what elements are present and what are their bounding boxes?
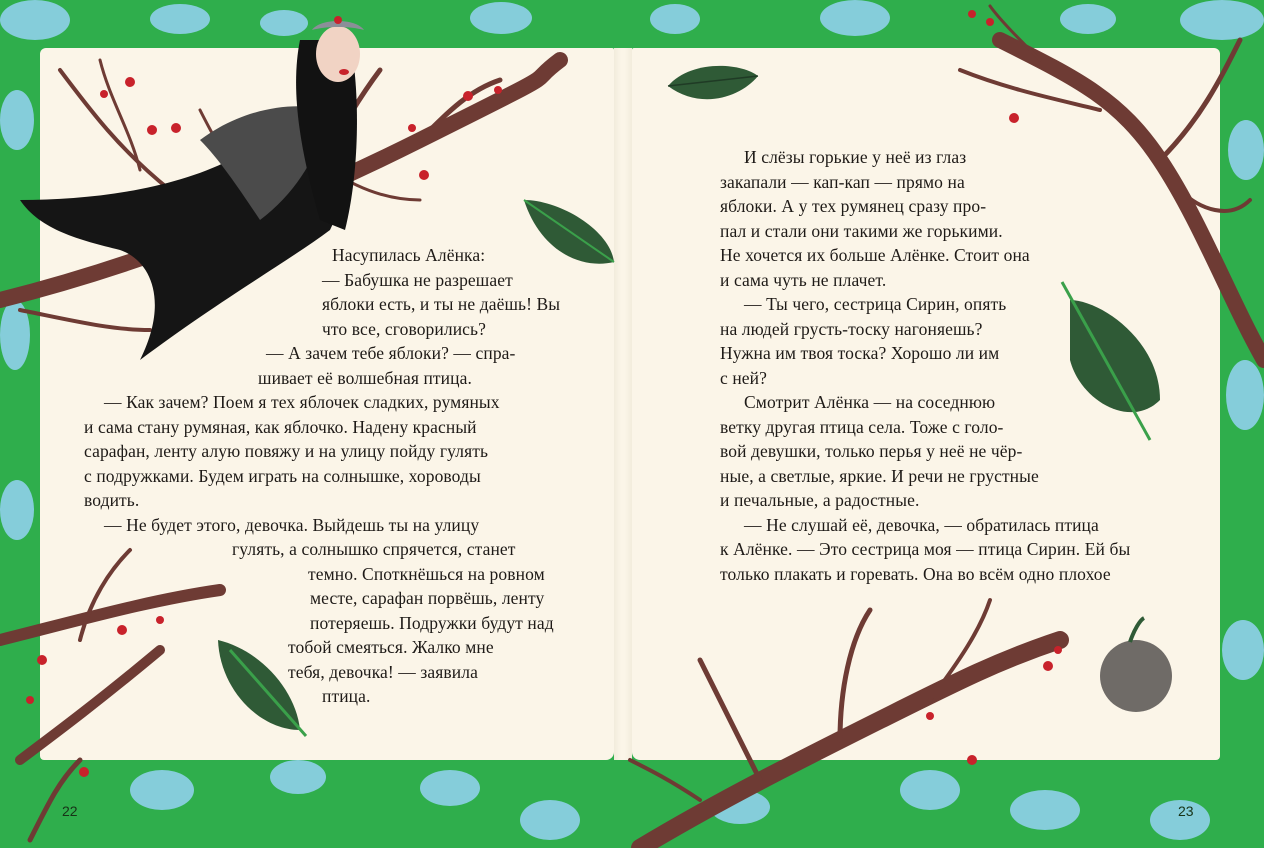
text-line: Насупилась Алёнка: xyxy=(332,245,486,265)
text-line: — Ты чего, сестрица Сирин, опять xyxy=(744,294,1007,314)
text-line: шивает её волшебная птица. xyxy=(258,367,472,388)
text-line: Не хочется их больше Алёнке. Стоит она xyxy=(720,245,1030,265)
text-line: к Алёнке. — Это сестрица моя — птица Сирин. Ей бы xyxy=(720,539,1131,559)
text-line: и печальные, а радостные. xyxy=(720,490,920,510)
text-line: тобой смеяться. Жалко мне xyxy=(288,637,494,657)
text-line: яблоки есть, и ты не даёшь! Вы xyxy=(322,294,561,314)
text-line: сарафан, ленту алую повяжу и на улицу пойду гулять xyxy=(84,441,489,461)
text-line: яблоки. А у тех румянец сразу про- xyxy=(720,196,987,216)
text-line: что все, сговорились? xyxy=(322,318,486,339)
page-number-right: 23 xyxy=(1178,803,1194,819)
grey-apple xyxy=(1100,618,1172,712)
text-line: птица. xyxy=(322,686,371,706)
text-line: ветку другая птица села. Тоже с голо- xyxy=(720,416,1004,437)
text-line: Нужна им твоя тоска? Хорошо ли им xyxy=(720,343,1000,363)
text-line: — А зачем тебе яблоки? — спра- xyxy=(266,343,516,363)
text-line: — Не слушай её, девочка, — обратилась птица xyxy=(744,514,1099,535)
text-line: и сама чуть не плачет. xyxy=(720,269,887,290)
text-line: — Бабушка не разрешает xyxy=(322,269,513,290)
text-line: на людей грусть-тоску нагоняешь? xyxy=(720,318,983,339)
text-line: с подружками. Будем играть на солнышке, хороводы xyxy=(84,465,481,486)
apples-right-top xyxy=(968,10,1019,123)
text-line: только плакать и горевать. Она во всём одно плохое xyxy=(720,563,1111,584)
falling-leaf-top-center xyxy=(668,66,758,99)
text-line: вой девушки, только перья у неё не чёр- xyxy=(720,441,1023,461)
right-page-text xyxy=(720,145,1131,586)
text-line: И слёзы горькие у неё из глаз xyxy=(744,147,967,167)
text-line: — Не будет этого, девочка. Выйдешь ты на улицу xyxy=(104,514,480,535)
text-line: темно. Споткнёшься на ровном xyxy=(308,563,545,584)
text-line: гулять, а солнышко спрячется, станет xyxy=(232,539,516,559)
text-line: с ней? xyxy=(720,367,768,388)
text-line: месте, сарафан порвёшь, ленту xyxy=(310,588,545,608)
text-line: ные, а светлые, яркие. И речи не грустные xyxy=(720,465,1039,486)
text-line: Смотрит Алёнка — на соседнюю xyxy=(744,392,996,412)
left-page-text xyxy=(72,243,572,709)
text-line: потеряешь. Подружки будут над xyxy=(310,612,554,633)
text-line: закапали — кап-кап — прямо на xyxy=(720,171,965,192)
text-line: тебя, девочка! — заявила xyxy=(288,661,478,682)
text-line: пал и стали они такими же горькими. xyxy=(720,220,1003,241)
text-line: и сама стану румяная, как яблочко. Надену красный xyxy=(84,416,477,437)
page-number-left: 22 xyxy=(62,803,78,819)
apple-tree-bottom-right xyxy=(630,600,1060,848)
text-line: — Как зачем? Поем я тех яблочек сладких, румяных xyxy=(104,392,500,412)
text-line: водить. xyxy=(84,490,140,510)
